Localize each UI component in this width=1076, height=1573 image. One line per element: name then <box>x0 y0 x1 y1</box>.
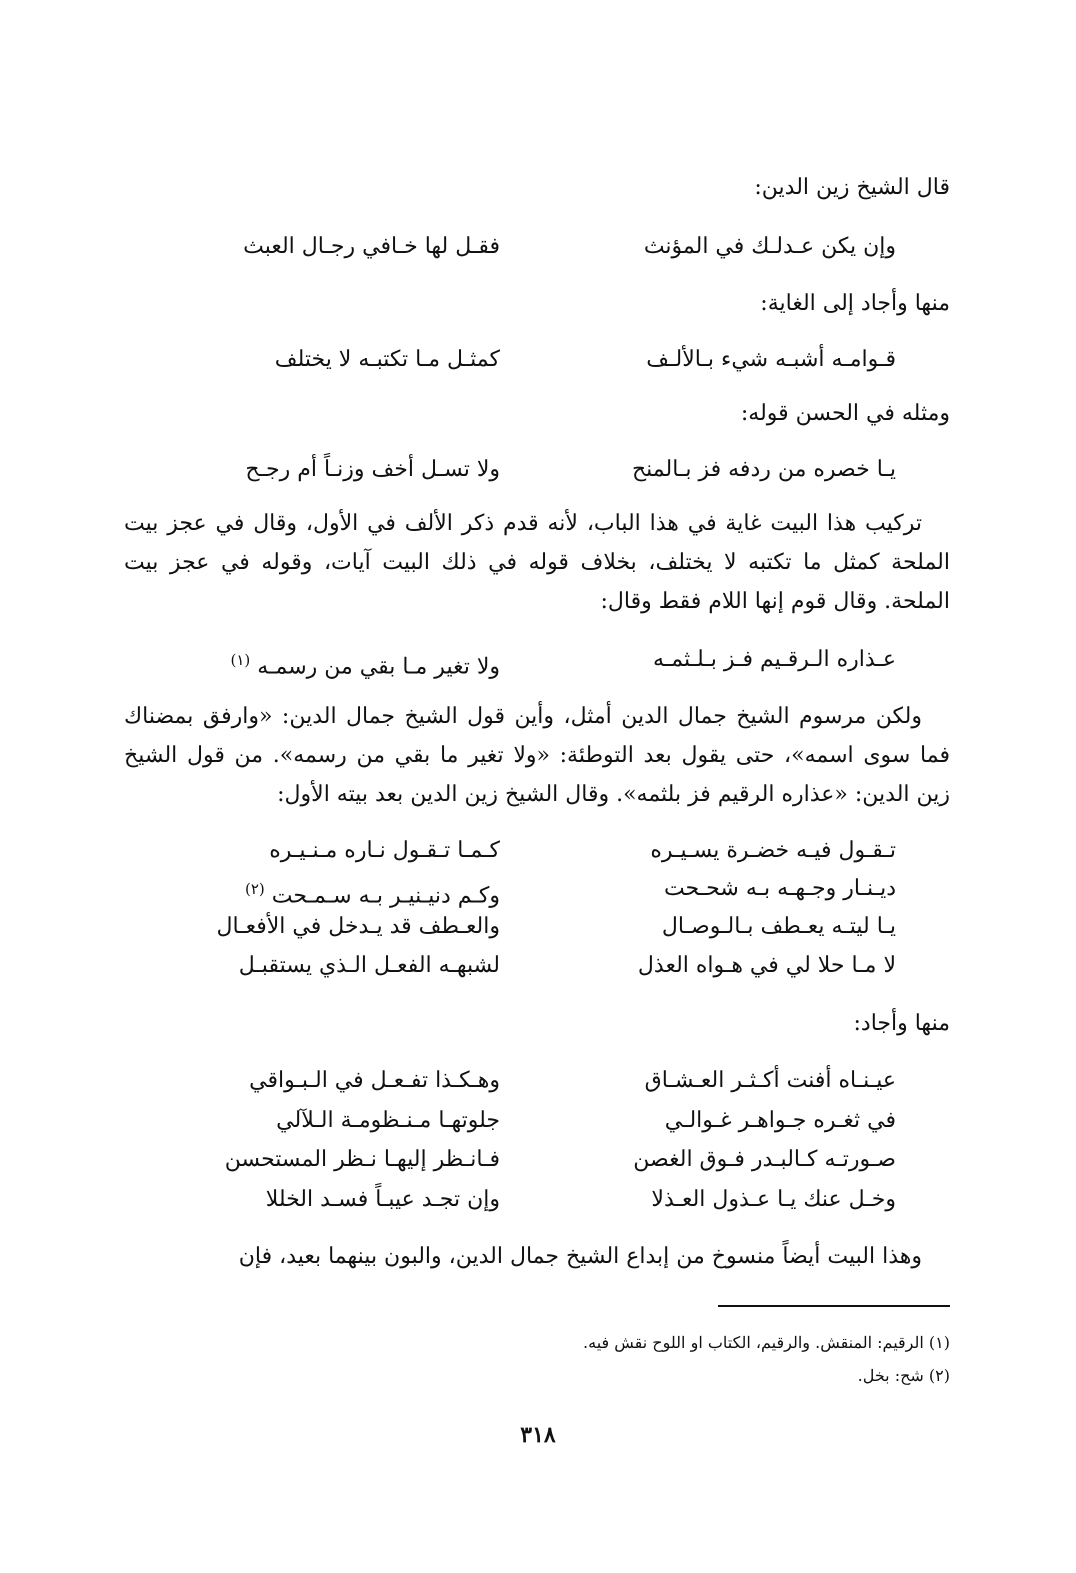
verse-hemistich-second: والعـطف قد يـدخل في الأفعـال <box>216 914 500 939</box>
verse-hemistich-first: عيـنـاه أفنت أكـثـر العـشـاق <box>644 1068 896 1093</box>
page-number: ٣١٨ <box>520 1422 556 1448</box>
verse-hemistich-first: وإن يكن عـدلـك في المؤنث <box>643 234 896 259</box>
verse-row <box>180 907 896 947</box>
verse-hemistich-first: قـوامـه أشبـه شيء بـالألـف <box>646 347 896 372</box>
verse-hemistich-second: فـانـظر إليهـا نـظر المستحسن <box>224 1147 500 1172</box>
verse-hemistich-first: وخـل عنك يـا عـذول العـذلا <box>651 1187 896 1212</box>
footnote-divider <box>718 1305 950 1307</box>
verse-hemistich-second: جلوتهـا مـنـظومـة الـلآلي <box>276 1108 500 1133</box>
paragraph-text: وهذا البيت أيضاً منسوخ من إبداع الشيخ جمال الدين، والبون بينهما بعيد، فإن <box>238 1244 922 1269</box>
paragraph-text: تركيب هذا البيت غاية في هذا الباب، لأنه قدم ذكر الألف في الأول، وقال في عجز بيت الملحة كمثل ما تكتبه لا يختلف، بخلاف قوله في ذلك البيت آيات، وقوله في عجز بيت الملحة. وقال قوم إنها اللام فقط وقال: <box>124 511 950 614</box>
intro-line: ومثله في الحسن قوله: <box>740 401 950 426</box>
footnote: (٢) شح: بخل. <box>857 1366 950 1385</box>
paragraph <box>124 697 950 814</box>
verse-hemistich-second: فقـل لها خـافي رجـال العبث <box>243 234 500 259</box>
verse-row <box>180 450 896 490</box>
intro-line: منها وأجاد: <box>853 1011 950 1036</box>
verse-hemistich-second: ولا تسـل أخف وزنـاً أم رجـح <box>245 457 500 482</box>
footnote-ref: (٢) <box>244 880 265 898</box>
verse-hemistich-first: يـا ليتـه يعـطف بـالـوصـال <box>661 914 896 939</box>
verse-row <box>180 640 896 680</box>
verse-row <box>180 1140 896 1180</box>
verse-row <box>180 831 896 871</box>
verse-row <box>180 869 896 909</box>
verse-hemistich-second: كـمـا تـقـول نـاره مـنـيـره <box>269 838 500 863</box>
verse-text: ولا تغير مـا بقي من رسمـه <box>257 654 500 680</box>
paragraph <box>124 1237 950 1276</box>
verse-hemistich-second: وهـكـذا تفـعـل في الـبـواقي <box>249 1068 500 1093</box>
verse-row <box>180 227 896 267</box>
verse-hemistich-second: وإن تجـد عيبـاً فسـد الخللا <box>265 1187 500 1212</box>
verse-hemistich-first: صـورتـه كـالبـدر فـوق الغصن <box>633 1147 896 1172</box>
verse-hemistich-first: يـا خصره من ردفه فز بـالمنح <box>631 457 896 482</box>
verse-hemistich-first: تـقـول فيـه خضـرة يسـيـره <box>650 838 896 863</box>
paragraph <box>124 504 950 621</box>
verse-text: وكـم دنيـنيـر بـه سـمـحت <box>271 883 500 909</box>
paragraph-text: ولكن مرسوم الشيخ جمال الدين أمثل، وأين قول الشيخ جمال الدين: «وارفق بمضناك فما سوى اسمه»، حتى يقول بعد التوطئة: «ولا تغير ما بقي من رسمه». من قول الشيخ زين الدين: «عذاره الرقيم فز بلثمه». وقال الشيخ زين الدين بعد بيته الأول: <box>124 704 950 807</box>
verse-row <box>180 340 896 380</box>
verse-hemistich-second <box>180 640 500 687</box>
verse-hemistich-second: لشبهـه الفعـل الـذي يستقبـل <box>238 953 500 978</box>
intro-line: منها وأجاد إلى الغاية: <box>760 291 950 316</box>
verse-row <box>180 1061 896 1101</box>
verse-hemistich-first: ديـنـار وجـهـه بـه شحـحت <box>663 876 896 901</box>
verse-hemistich-first: لا مـا حلا لي في هـواه العذل <box>637 953 896 978</box>
footnote-ref: (١) <box>230 651 251 669</box>
verse-hemistich-first: عـذاره الـرقـيم فـز بـلـثمـه <box>653 647 896 672</box>
verse-row <box>180 1180 896 1220</box>
verse-hemistich-first: في ثغـره جـواهـر غـوالـي <box>664 1108 896 1133</box>
intro-line: قال الشيخ زين الدين: <box>754 175 950 200</box>
verse-hemistich-second: كمثـل مـا تكتبـه لا يختلف <box>274 347 500 372</box>
verse-row <box>180 946 896 986</box>
verse-row <box>180 1101 896 1141</box>
footnote: (١) الرقيم: المنقش. والرقيم، الكتاب او اللوح نقش فيه. <box>583 1333 950 1352</box>
